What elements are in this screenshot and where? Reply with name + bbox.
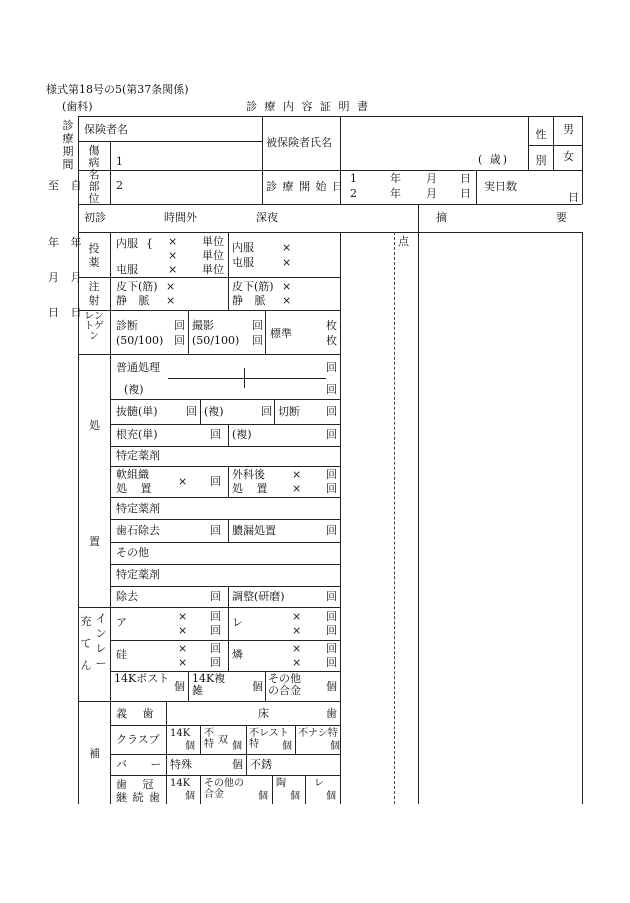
times-label: 回 <box>210 590 221 603</box>
phosphate-label: 燐 <box>232 648 243 661</box>
pyorrhea-label: 膿漏処置 <box>232 524 276 537</box>
normal-treatment-label: 普通処理 <box>116 361 160 374</box>
female-option: 女 <box>563 150 574 163</box>
document-title: 診 療 内 容 証 明 書 <box>246 100 370 113</box>
amputation-label: 切断 <box>278 405 300 418</box>
x-mark: × <box>168 235 178 248</box>
times-label: 回 <box>210 624 221 637</box>
unit-label: 単位 <box>202 263 224 276</box>
resin-label-2: レ <box>314 778 324 789</box>
unit-label: 単位 <box>202 235 224 248</box>
base-label: 床 <box>258 707 269 720</box>
x-mark: × <box>178 656 188 669</box>
times-label: 回 <box>252 334 263 347</box>
count-label: 個 <box>185 741 195 752</box>
x-mark: × <box>178 610 188 623</box>
year-2: 年 <box>390 187 401 200</box>
year-labels: 年 年 <box>48 236 86 249</box>
soft-tissue-label: 軟組織 <box>116 468 149 481</box>
x-mark: × <box>178 642 188 655</box>
summary-label-1: 摘 <box>436 211 447 224</box>
porcelain-label: 陶 <box>276 778 286 789</box>
count-label: 個 <box>326 791 336 802</box>
intravenous-label: 静 脈 <box>116 294 154 307</box>
crown-label: 歯 冠 <box>116 778 160 791</box>
x-mark: × <box>282 294 292 307</box>
k14-label: 14K <box>170 728 191 739</box>
times-label: 回 <box>210 475 221 488</box>
nonspecific-label: 不特 <box>204 728 214 750</box>
actual-days-label: 実日数 <box>484 180 517 193</box>
male-option: 男 <box>563 123 574 136</box>
treatment-label-1: 処 <box>89 419 100 432</box>
rest-label: 不レスト特 <box>249 728 289 750</box>
x-mark: × <box>292 610 302 623</box>
soft-tissue-label-2: 処 置 <box>116 482 157 495</box>
bar-label: バ ー <box>116 758 172 771</box>
disease-1: 1 <box>116 155 123 168</box>
times-label: 回 <box>252 319 263 332</box>
times-label: 回 <box>210 610 221 623</box>
pulp-extraction-label: 抜髄(単) <box>116 405 158 418</box>
complex-14k-label: 14K複雑 <box>192 672 226 697</box>
times-label: 回 <box>326 624 337 637</box>
x-mark: × <box>292 482 302 495</box>
times-label: 回 <box>326 383 337 396</box>
resin-label: レ <box>232 616 243 629</box>
treatment-period-label: 診療期間 <box>62 119 74 171</box>
month-labels: 月 月 <box>48 271 86 284</box>
times-label: 回 <box>326 482 337 495</box>
summary-label-2: 要 <box>556 211 567 224</box>
x-mark: × <box>178 624 188 637</box>
k14-label-2: 14K <box>170 778 191 789</box>
start-date-label: 診 療 開 始 日 <box>266 180 344 193</box>
x-mark: × <box>168 249 178 262</box>
post-14k-label: 14Kポスト <box>114 672 170 685</box>
times-label: 回 <box>326 361 337 374</box>
count-label: 個 <box>290 791 300 802</box>
filling-label: 充てん <box>80 615 92 672</box>
inlay-label: インレー <box>95 612 107 670</box>
tartar-removal-label: 歯石除去 <box>116 524 160 537</box>
times-label: 回 <box>326 428 337 441</box>
times-label: 回 <box>174 319 185 332</box>
injection-label: 注射 <box>88 280 100 307</box>
month-1: 月 <box>426 172 437 185</box>
year-1: 年 <box>390 172 401 185</box>
ratio-label: (50/100) <box>116 334 164 347</box>
count-label: 個 <box>282 741 292 752</box>
x-mark: × <box>292 642 302 655</box>
none-label: 不ナシ特 <box>298 728 338 739</box>
other-alloy-label: その他の合金 <box>268 672 301 697</box>
standard-label: 標準 <box>270 327 292 340</box>
x-mark: × <box>292 624 302 637</box>
removal-label: 除去 <box>116 590 138 603</box>
x-mark: × <box>292 656 302 669</box>
age-field: ( 歳) <box>478 153 510 166</box>
form-number: 様式第18号の5(第37条関係) <box>46 83 189 96</box>
count-label: 個 <box>174 680 185 693</box>
compound-label: (複) <box>124 383 144 396</box>
post-surgery-label-2: 処 置 <box>232 482 273 495</box>
department: (歯科) <box>62 100 93 113</box>
times-label: 回 <box>210 524 221 537</box>
after-hours-label: 時間外 <box>164 211 197 224</box>
insurer-name-label: 保険者名 <box>84 123 128 136</box>
count-label: 個 <box>232 741 242 752</box>
tooth-label: 歯 <box>326 707 337 720</box>
day-1: 日 <box>460 172 471 185</box>
imaging-label: 撮影 <box>192 319 214 332</box>
asneeded-label-2: 屯服 <box>232 256 254 269</box>
medication-label: 投薬 <box>88 242 100 269</box>
ratio-label-2: (50/100) <box>192 334 240 347</box>
disease-2: 2 <box>116 179 123 192</box>
count-label: 個 <box>232 758 243 771</box>
compound-label: (複) <box>204 405 224 418</box>
other-alloy-label-2: その他の合金 <box>204 778 244 800</box>
times-label: 回 <box>326 524 337 537</box>
stainless-label: 不銹 <box>250 758 272 771</box>
clasp-label: クラスプ <box>116 733 160 746</box>
specific-drug-label: 特定薬剤 <box>116 502 160 515</box>
day-2: 日 <box>460 187 471 200</box>
silicate-label: 硅 <box>116 648 127 661</box>
late-night-label: 深夜 <box>256 211 278 224</box>
times-label: 回 <box>261 405 272 418</box>
days-unit: 日 <box>568 191 579 204</box>
x-mark: × <box>282 241 292 254</box>
crown-label-2: 継 続 歯 <box>116 791 161 804</box>
sheets-label: 枚 <box>326 319 337 332</box>
x-mark: × <box>166 280 176 293</box>
treatment-label-2: 置 <box>89 535 100 548</box>
sheets-label: 枚 <box>326 334 337 347</box>
times-label: 回 <box>326 642 337 655</box>
compound-label: (複) <box>232 428 252 441</box>
count-label: 個 <box>252 680 263 693</box>
start-2: 2 <box>350 187 357 200</box>
xray-label: レントゲン <box>84 311 104 342</box>
post-surgery-label: 外科後 <box>232 468 265 481</box>
times-label: 回 <box>210 642 221 655</box>
x-mark: × <box>178 475 188 488</box>
count-label: 個 <box>326 680 337 693</box>
specific-drug-label: 特定薬剤 <box>116 449 160 462</box>
asneeded-label: 屯服 <box>116 263 138 276</box>
times-label: 回 <box>210 656 221 669</box>
count-label: 個 <box>330 741 340 752</box>
x-mark: × <box>168 263 178 276</box>
times-label: 回 <box>326 610 337 623</box>
disease-label: 傷病名部位 <box>88 144 100 205</box>
x-mark: × <box>166 294 176 307</box>
first-visit-label: 初診 <box>84 211 106 224</box>
internal-label-2: 内服 <box>232 241 254 254</box>
root-filling-label: 根充(単) <box>116 428 158 441</box>
prosthesis-label: 補 <box>89 747 100 760</box>
count-label: 個 <box>258 791 268 802</box>
adjustment-label: 調整(研磨) <box>232 590 285 603</box>
times-label: 回 <box>326 468 337 481</box>
diagnosis-label: 診断 <box>116 319 138 332</box>
internal-label: 内服 <box>116 237 138 250</box>
times-label: 回 <box>326 405 337 418</box>
double-label: 双 <box>218 735 228 746</box>
subcutaneous-label: 皮下(筋) <box>116 280 158 293</box>
times-label: 回 <box>186 405 197 418</box>
times-label: 回 <box>326 590 337 603</box>
x-mark: × <box>292 468 302 481</box>
to-from-label: 至 自 <box>48 179 86 192</box>
points-label: 点 <box>398 235 409 248</box>
count-label: 個 <box>185 791 195 802</box>
intravenous-label-2: 静 脈 <box>232 294 270 307</box>
amalgam-label: ア <box>116 616 127 629</box>
x-mark: × <box>282 280 292 293</box>
times-label: 回 <box>326 656 337 669</box>
times-label: 回 <box>174 334 185 347</box>
special-label: 特殊 <box>170 758 192 771</box>
subcutaneous-label-2: 皮下(筋) <box>232 280 274 293</box>
specific-drug-label: 特定薬剤 <box>116 568 160 581</box>
times-label: 回 <box>210 428 221 441</box>
insured-name-label: 被保険者氏名 <box>266 136 332 149</box>
x-mark: × <box>282 256 292 269</box>
other-label: その他 <box>116 546 149 559</box>
sex-label: 性別 <box>535 128 547 167</box>
unit-label: 単位 <box>202 249 224 262</box>
denture-label: 義 歯 <box>116 707 160 720</box>
month-2: 月 <box>426 187 437 200</box>
day-labels: 日 日 <box>48 306 86 319</box>
brace: { <box>146 237 153 250</box>
start-1: 1 <box>350 172 357 185</box>
